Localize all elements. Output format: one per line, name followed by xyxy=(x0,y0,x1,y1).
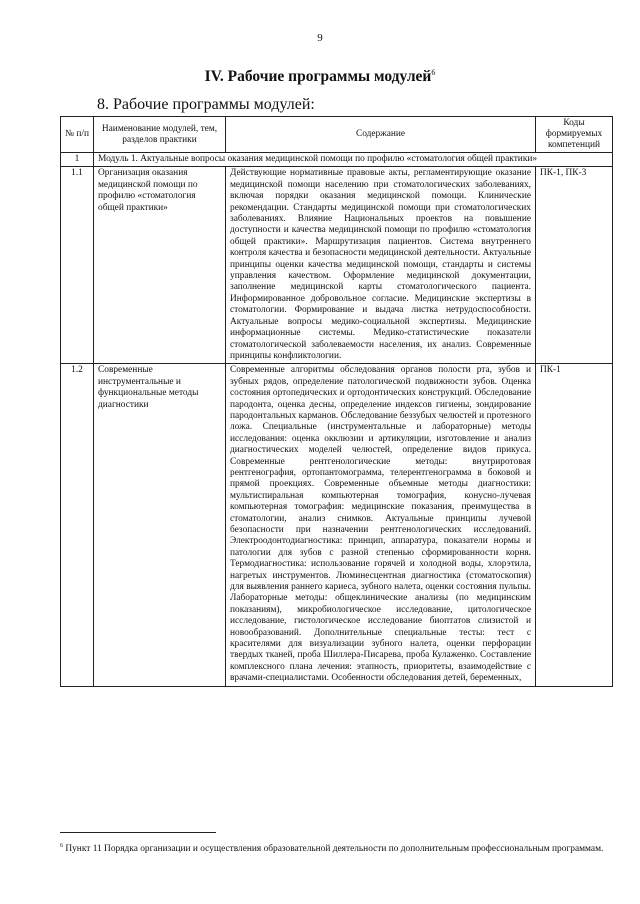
table-header-row xyxy=(61,117,613,153)
sub-title: 8. Рабочие программы модулей: xyxy=(97,96,315,113)
footnote xyxy=(60,840,612,855)
footnote-text: Пункт 11 Порядка организации и осуществления образовательной деятельности по дополнительным профессиональным программам. xyxy=(63,844,604,855)
row-codes: ПК-1 xyxy=(536,364,613,686)
header-num: № п/п xyxy=(61,117,94,153)
header-name: Наименование модулей, тем, разделов практики xyxy=(94,117,226,153)
table-row xyxy=(61,167,613,364)
row-name: Организация оказания медицинской помощи по профилю «стоматология общей практики» xyxy=(94,167,226,364)
row-content: Современные алгоритмы обследования органов полости рта, зубов и зубных рядов, определение патологической подвижности зубов. Оценка состояния ортопедических и ортодонтических конструкций. Обследование пародонта, оценка десны, определение индексов гигиены, зондирование пародонтальных карманов. Обследование беззубых челюстей и протезного ложа. Специальные (инструментальные и лабораторные) методы исследования: оценка окклюзии и артикуляции, изготовление и анализ диагностических моделей челюстей, определение видов прикуса. Современные рентгенологические методы: внутриротовая рентгенография, ортопантомограмма, телерентгенограмма в боковой и прямой проекциях. Современные объемные методы диагностики: мультиспиральная компьютерная томография, конусно-лучевая компьютерная томография: медицинские показания, преимущества в стоматологии, анализ снимков. Актуальные принципы лучевой безопасности при назначении рентгенологических исследований. Электроодонтодиагностика: принцип, аппаратура, показатели нормы и патологии для зубов с разной степенью сформированности корня. Термодиагностика: использование горячей и холодной воды, хлорэтила, нагретых инструментов. Люминесцентная диагностика (стоматоскопия) для выявления раннего кариеса, зубного налета, оценки состояния пульпы. Лабораторные методы: общеклинические анализы (по медицинским показаниям), микробиологическое исследование, цитологическое исследование, гистологическое исследование биоптатов слизистой и новообразований. Дополнительные специальные тесты: тест с красителями для визуализации зубного налета, оценки перфорации твердых тканей, проба Шиллера-Писарева, проба Кулаженко. Составление комплексного плана лечения: этапность, приоритеты, взаимодействие с врачами-специалистами. Особенности обследования детей, беременных, xyxy=(226,364,536,686)
module-num: 1 xyxy=(61,153,94,167)
footnote-mark: 6 xyxy=(60,843,63,849)
page-number: 9 xyxy=(317,32,323,44)
modules-table xyxy=(60,116,613,687)
row-content: Действующие нормативные правовые акты, регламентирующие оказание медицинской помощи населению при стоматологических заболеваниях, включая порядки оказания медицинской помощи. Клинические рекомендации. Стандарты медицинской помощи при стоматологических заболеваниях. Влияние Национальных проектов на повышение доступности и качества медицинской помощи по профилю «стоматология общей практики». Маршрутизация пациентов. Система внутреннего контроля качества и безопасности медицинской деятельности. Актуальные принципы оценки качества медицинской помощи, стандарты и системы управления качеством. Оформление медицинской документации, заполнение медицинской карты стоматологического пациента. Информированное добровольное согласие. Медицинские экспертизы в стоматологии. Формирование и выдача листка нетрудоспособности. Актуальные вопросы медико-социальной экспертизы. Медицинские информационные системы. Медико-статистические показатели стоматологической заболеваемости населения, их анализ. Современные принципы конфликтологии. xyxy=(226,167,536,364)
row-num: 1.2 xyxy=(61,364,94,686)
section-title xyxy=(0,68,640,86)
footnote-reference: 6 xyxy=(431,68,436,77)
table-row xyxy=(61,364,613,686)
row-name: Современные инструментальные и функциональные методы диагностики xyxy=(94,364,226,686)
module-row xyxy=(61,153,613,167)
module-title: Модуль 1. Актуальные вопросы оказания медицинской помощи по профилю «стоматология общей практики» xyxy=(94,153,613,167)
section-title-text: IV. Рабочие программы модулей xyxy=(204,68,432,86)
header-content: Содержание xyxy=(226,117,536,153)
header-codes: Коды формируемых компетенций xyxy=(536,117,613,153)
footnote-divider xyxy=(60,832,216,833)
row-codes: ПК-1, ПК-3 xyxy=(536,167,613,364)
row-num: 1.1 xyxy=(61,167,94,364)
